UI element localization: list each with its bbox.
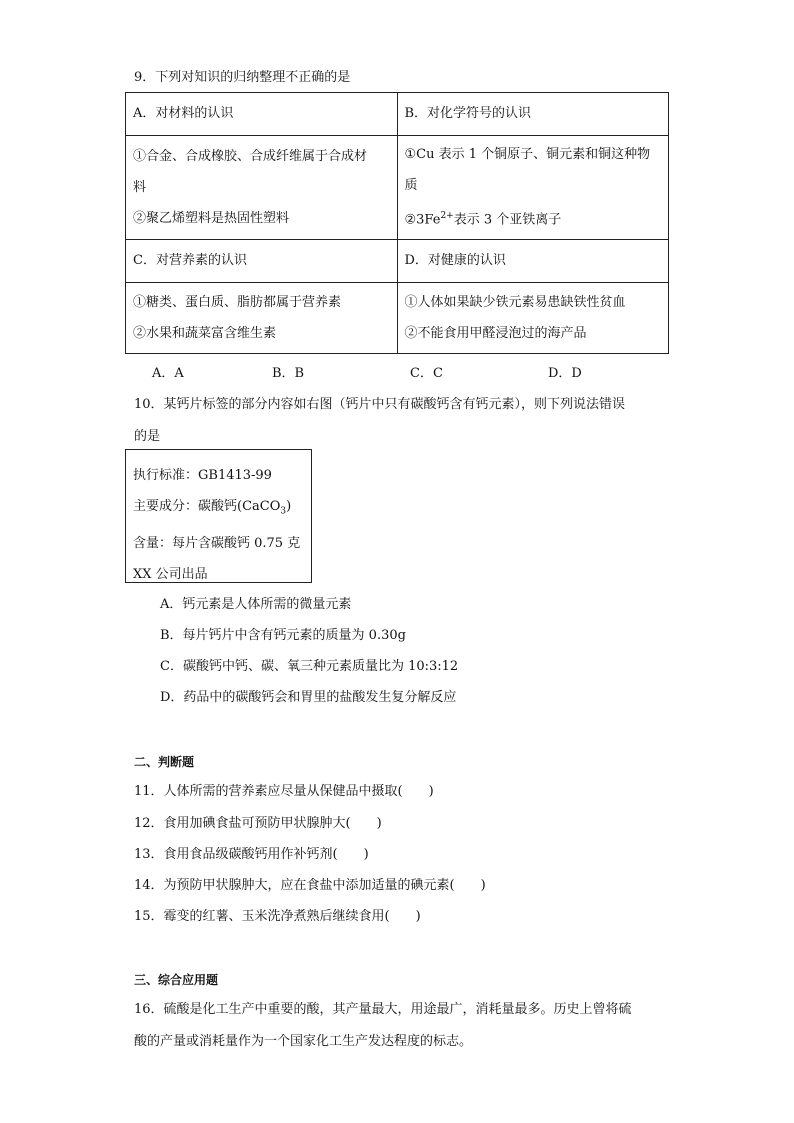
- label-ingredient-text: 主要成分：碳酸钙(CaCO: [133, 499, 281, 514]
- label-ingredient-close: ): [286, 499, 292, 514]
- cell-a-line-1: ①合金、合成橡胶、合成纤维属于合成材: [133, 149, 368, 164]
- q9-choice-b[interactable]: B．B: [272, 366, 305, 381]
- label-ingredient: [133, 491, 311, 528]
- q9-choice-d[interactable]: D．D: [548, 366, 582, 381]
- cell-a-body: [126, 136, 398, 240]
- q10-option-a[interactable]: A．钙元素是人体所需的微量元素: [160, 597, 352, 612]
- question-16-line-1: 16．硫酸是化工生产中重要的酸，其产量最大，用途最广，消耗量最多。历史上曾将硫: [134, 1002, 632, 1017]
- label-standard: 执行标准：GB1413-99: [133, 468, 272, 483]
- judgement-item-12: 12．食用加碘食盐可预防甲状腺肿大( ): [134, 816, 382, 831]
- question-9-table: [125, 92, 669, 354]
- q9-choice-a[interactable]: A．A: [152, 366, 184, 381]
- iron-ion-meaning: 表示 3 个亚铁离子: [453, 212, 562, 228]
- cell-b-header: B．对化学符号的认识: [397, 93, 669, 136]
- cell-b-line-2: 质: [404, 178, 418, 194]
- iron-ion-charge: 2+: [440, 211, 454, 222]
- judgement-item-13: 13．食用食品级碳酸钙用作补钙剂( ): [134, 847, 369, 862]
- q10-option-b[interactable]: B．每片钙片中含有钙元素的质量为 0.30g: [160, 628, 406, 643]
- question-10-stem-line-2: 的是: [134, 429, 161, 444]
- section-3-title: 三、综合应用题: [134, 973, 219, 987]
- judgement-item-11: 11．人体所需的营养素应尽量从保健品中摄取( ): [134, 784, 434, 799]
- q10-option-c[interactable]: C．碳酸钙中钙、碳、氧三种元素质量比为 10:3:12: [160, 659, 459, 674]
- label-maker: XX 公司出品: [133, 566, 208, 582]
- cell-d-header: D．对健康的认识: [397, 240, 669, 283]
- cell-c-line-1: ①糖类、蛋白质、脂肪都属于营养素: [133, 295, 342, 310]
- iron-ion-symbol: ②3Fe: [404, 212, 441, 228]
- q10-option-d[interactable]: D．药品中的碳酸钙会和胃里的盐酸发生复分解反应: [160, 690, 457, 705]
- label-content: 含量：每片含碳酸钙 0.75 克: [133, 535, 301, 551]
- judgement-item-15: 15．霉变的红薯、玉米洗净煮熟后继续食用( ): [134, 909, 421, 924]
- cell-b-line-1: ①Cu 表示 1 个铜原子、铜元素和铜这种物: [404, 147, 651, 163]
- cell-b-body: [397, 136, 669, 240]
- cell-a-line-3: ②聚乙烯塑料是热固性塑料: [133, 211, 290, 226]
- cell-b-line-3: [405, 201, 662, 235]
- section-2-title: 二、判断题: [134, 755, 195, 769]
- question-10-stem-line-1: 10．某钙片标签的部分内容如右图（钙片中只有碳酸钙含有钙元素），则下列说法错误: [134, 397, 626, 412]
- cell-d-body: [397, 283, 669, 354]
- cell-c-line-2: ②水果和蔬菜富含维生素: [133, 326, 277, 341]
- cell-a-line-2: 料: [133, 180, 147, 195]
- q9-choice-c[interactable]: C．C: [410, 366, 443, 381]
- label-ingredient-subscript: 3: [280, 506, 287, 517]
- cell-c-body: [126, 283, 398, 354]
- cell-a-header: A．对材料的认识: [126, 93, 398, 136]
- cell-c-header: C．对营养素的认识: [126, 240, 398, 283]
- question-16-line-2: 酸的产量或消耗量作为一个国家化工生产发达程度的标志。: [134, 1034, 473, 1049]
- cell-d-line-2: ②不能食用甲醛浸泡过的海产品: [404, 326, 587, 341]
- cell-d-line-1: ①人体如果缺少铁元素易患缺铁性贫血: [404, 295, 626, 310]
- judgement-item-14: 14．为预防甲状腺肿大，应在食盐中添加适量的碘元素( ): [134, 878, 486, 893]
- question-9-stem: 9．下列对知识的归纳整理不正确的是: [134, 70, 351, 85]
- calcium-tablet-label: [125, 449, 312, 583]
